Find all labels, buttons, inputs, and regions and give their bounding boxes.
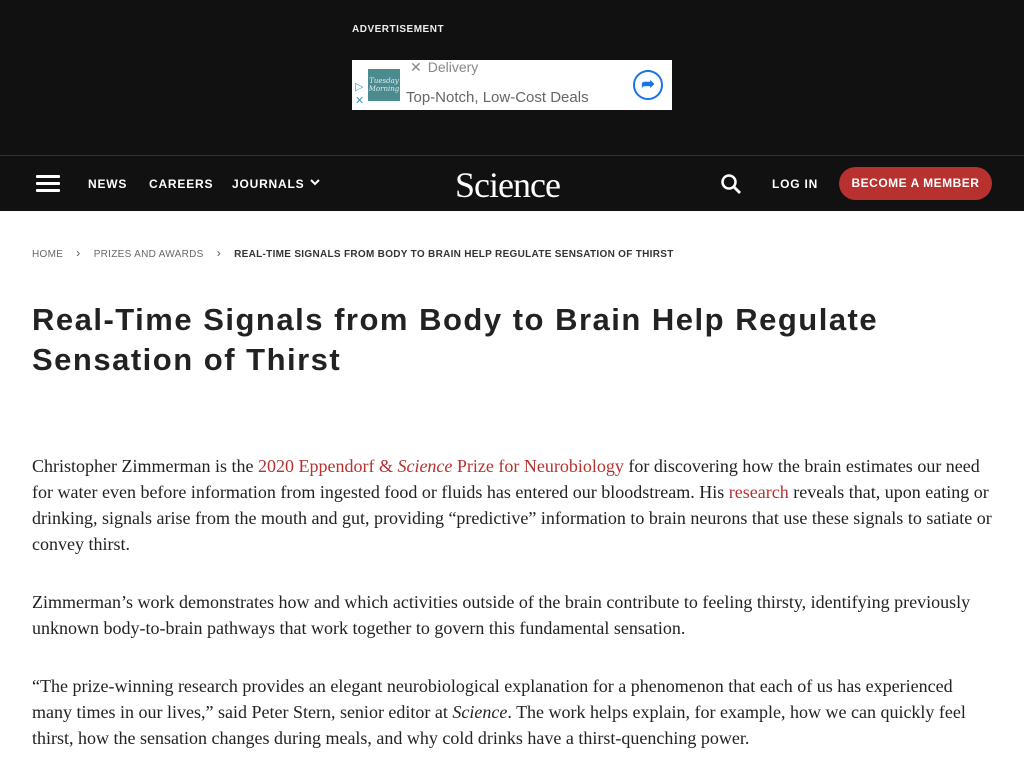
research-link[interactable]: research (728, 482, 789, 502)
nav-link-news[interactable]: NEWS (88, 177, 128, 191)
adchoices-icon[interactable]: ▷ ✕ (355, 81, 365, 107)
breadcrumb-current: REAL-TIME SIGNALS FROM BODY TO BRAIN HELP REGULATE SENSATION OF THIRST (234, 249, 674, 260)
search-icon[interactable] (720, 173, 742, 195)
article-paragraph: Zimmerman’s work demonstrates how and which activities outside of the brain contribute to feeling thirsty, identifying previously unknown body-to-brain pathways that work together to govern this fundamental sensation. (32, 592, 971, 638)
close-icon[interactable]: ✕ (410, 60, 422, 75)
text-span: for discovering how the brain estimates our need for water even before information from ingested food or fluids has entered our bloodstream. His (32, 456, 980, 502)
advertiser-logo: Tuesday Morning (368, 69, 400, 101)
text-span: reveals that, upon eating or drinking, signals arise from the mouth and gut, providing “predictive” information to brain neurons that use these signals to satiate or convey thirst. (32, 482, 992, 554)
text-span: “The prize-winning research provides an elegant neurobiological explanation for a phenomenon that each of us has experienced many times in our lives,” said Peter Stern, senior editor at (32, 676, 953, 722)
breadcrumb (32, 246, 674, 260)
chevron-right-icon: › (76, 246, 81, 260)
advertisement-banner[interactable] (352, 60, 672, 110)
link-text-italic: Science (397, 456, 453, 476)
text-italic: Science (452, 702, 508, 722)
link-text: 2020 Eppendorf & (257, 456, 398, 476)
nav-link-careers[interactable]: CAREERS (149, 177, 214, 191)
page-title: Real-Time Signals from Body to Brain Help Regulate Sensation of Thirst (32, 302, 879, 377)
nav-link-journals[interactable]: JOURNALS (232, 177, 305, 191)
advertisement-label: ADVERTISEMENT (352, 24, 445, 35)
text-span: Christopher Zimmerman is the (32, 456, 258, 476)
science-logo[interactable]: Science (455, 165, 560, 205)
ad-top-line (410, 60, 478, 76)
menu-icon[interactable] (36, 175, 60, 193)
ad-headline: Top-Notch, Low-Cost Deals (406, 89, 589, 106)
breadcrumb-home[interactable]: HOME (32, 249, 64, 260)
main-navigation (0, 155, 1024, 211)
chevron-down-icon[interactable] (309, 176, 321, 191)
article-paragraph (32, 453, 997, 557)
chevron-right-icon: › (216, 246, 222, 260)
breadcrumb-section[interactable]: PRIZES AND AWARDS (93, 249, 204, 260)
advertisement-band (0, 0, 1024, 155)
article-paragraph (32, 673, 997, 751)
prize-link[interactable] (258, 456, 624, 476)
ad-arrow-icon[interactable]: ➦ (633, 70, 663, 100)
text-span: . The work helps explain, for example, how we can quickly feel thirst, how the sensation changes during meals, and why cold drinks have a thirst-quenching power. (32, 702, 966, 748)
ad-top-text: Delivery (427, 60, 479, 75)
link-text: Prize for Neurobiology (452, 456, 624, 476)
become-member-button[interactable]: BECOME A MEMBER (839, 167, 992, 200)
login-link[interactable]: LOG IN (772, 177, 819, 191)
